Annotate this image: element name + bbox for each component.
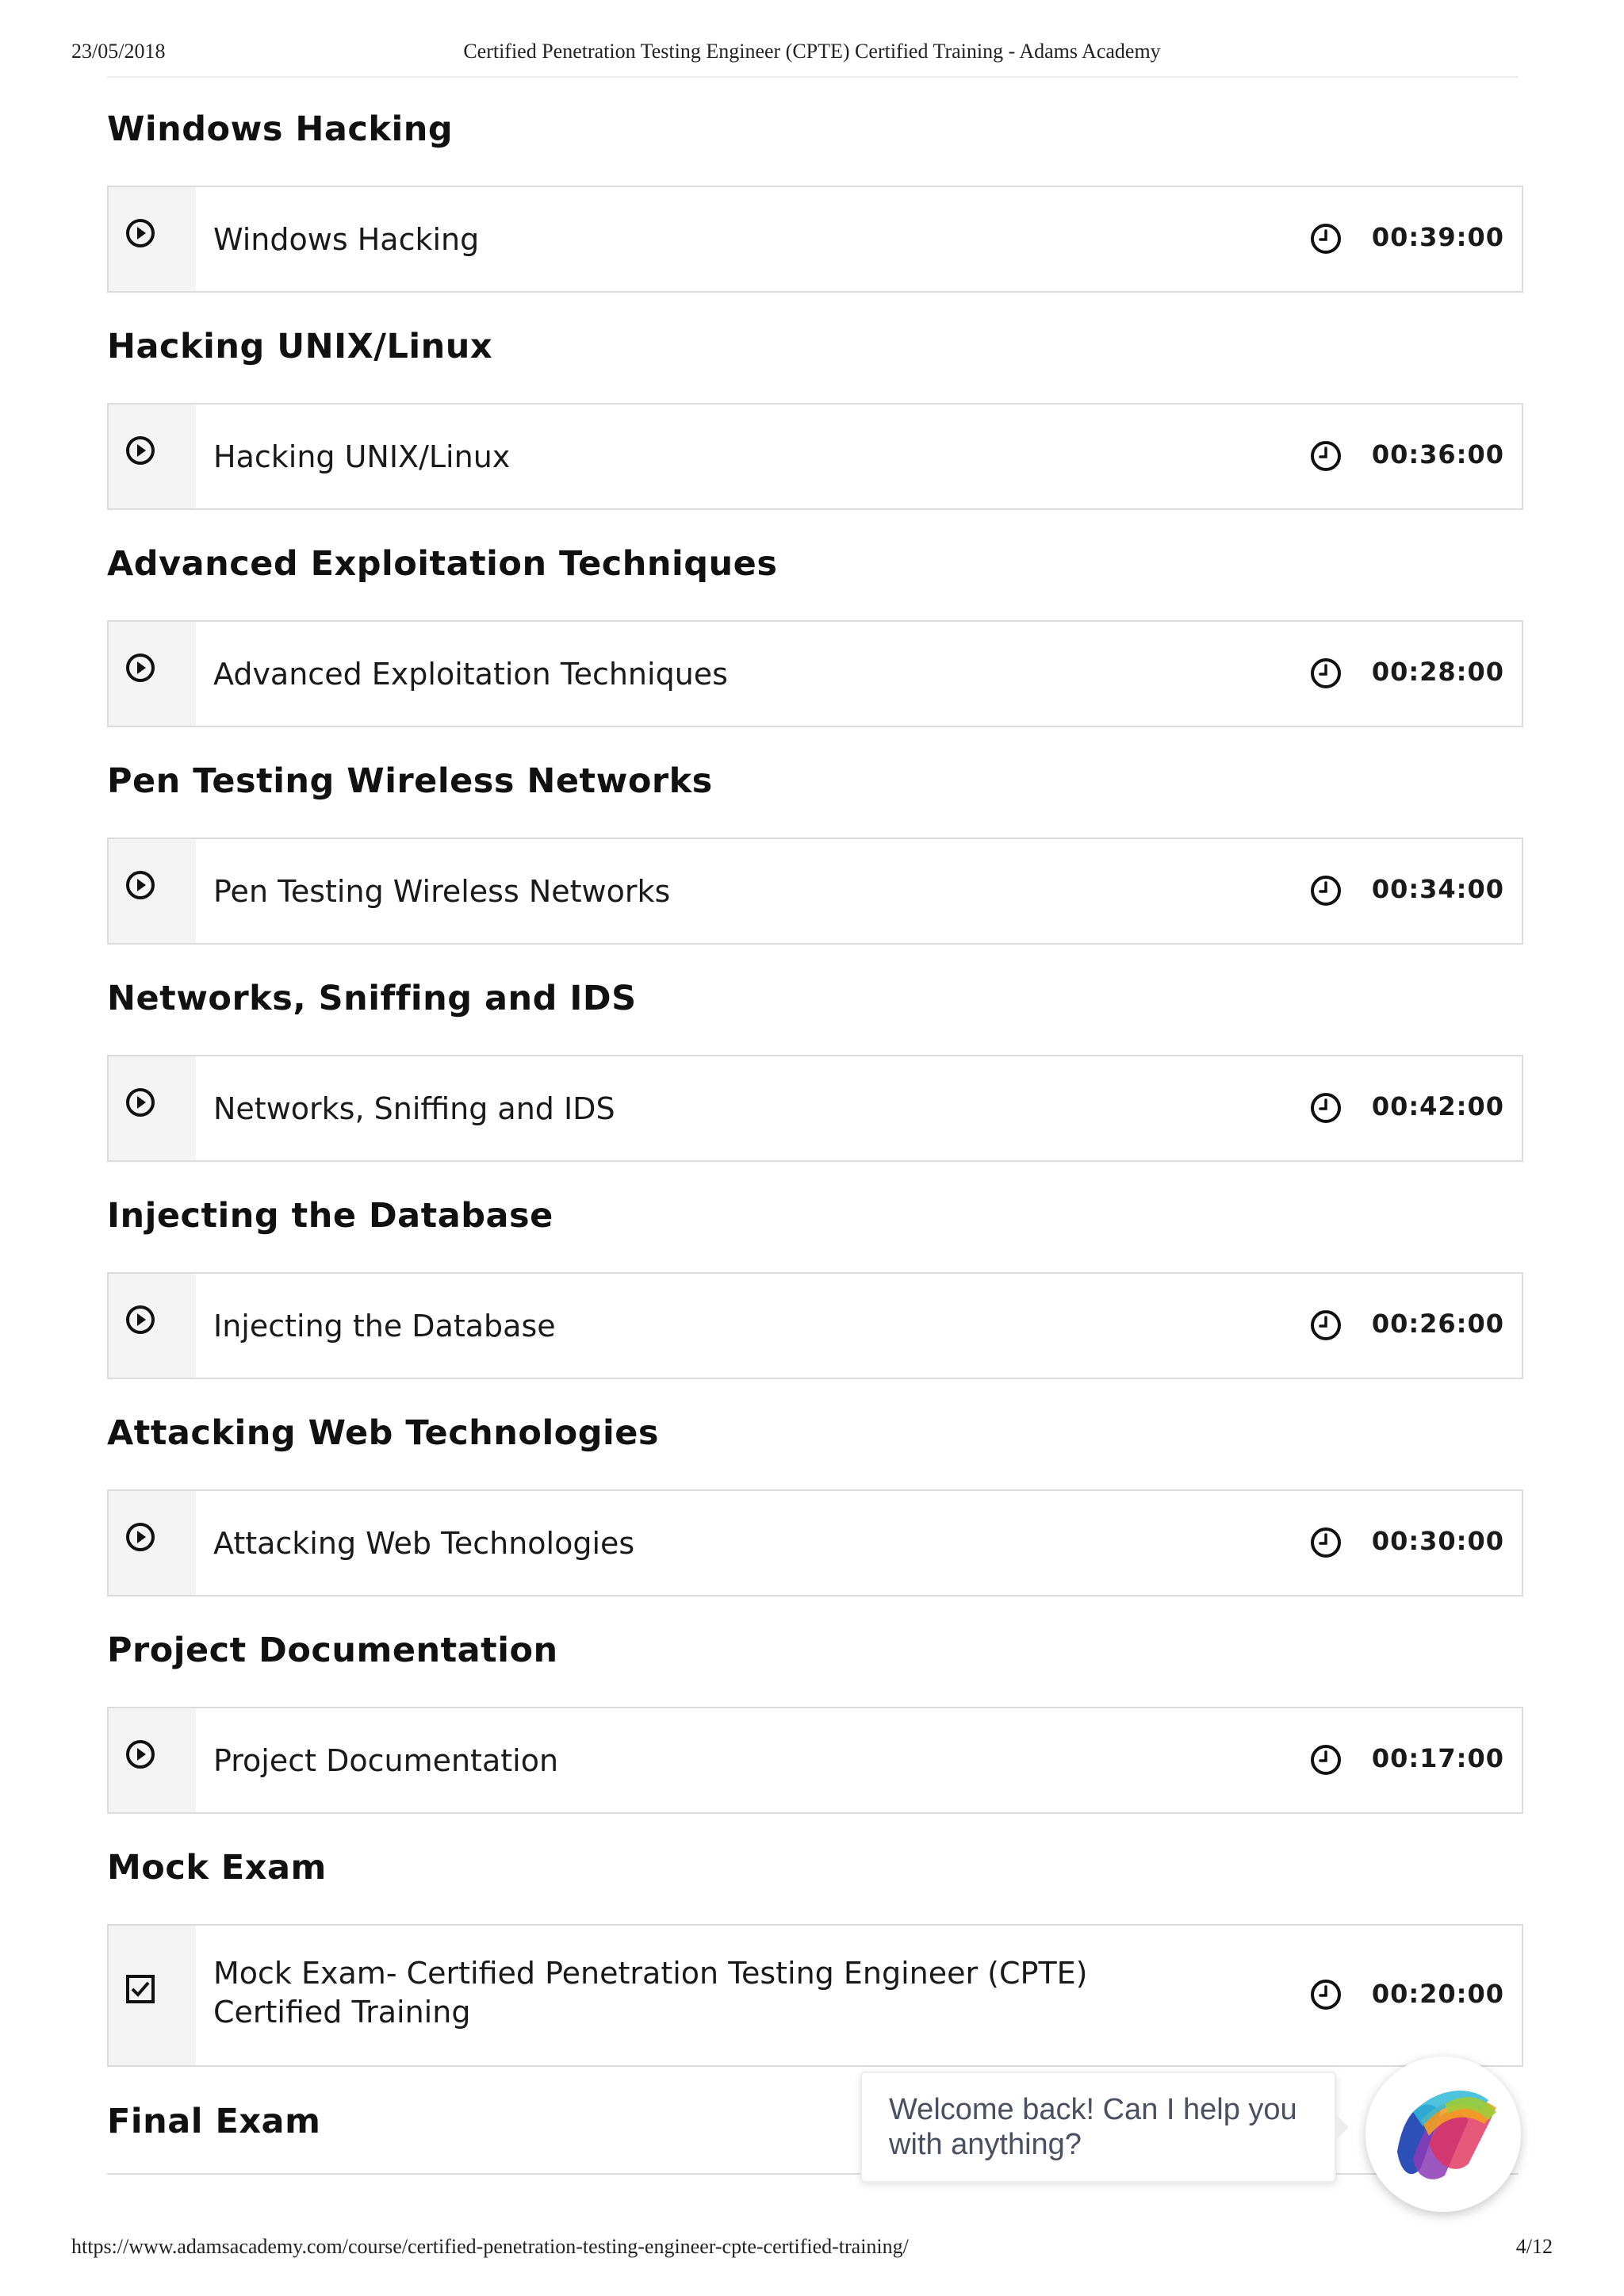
clock-icon [1309,657,1342,690]
play-circle-icon [124,1304,156,1336]
lesson-title[interactable]: Networks, Sniffing and IDS [213,1091,615,1126]
chat-message: Welcome back! Can I help you with anything? [889,2093,1297,2161]
curriculum-section [107,295,1523,512]
lesson-item[interactable] [107,1489,1523,1596]
play-circle-icon [124,652,156,684]
play-circle-icon [124,435,156,466]
section-title: Injecting the Database [107,1196,553,1236]
play-circle-icon [124,869,156,901]
lesson-title[interactable]: Pen Testing Wireless Networks [213,874,671,909]
lesson-title[interactable]: Injecting the Database [213,1309,556,1343]
curriculum-section [107,730,1523,947]
section-title: Advanced Exploitation Techniques [107,544,778,584]
lesson-item[interactable] [107,186,1523,293]
lesson-item[interactable] [107,1055,1523,1162]
print-header [71,40,1553,71]
section-title: Mock Exam [107,1848,327,1888]
lesson-title[interactable]: Project Documentation [213,1743,559,1778]
lesson-title[interactable]: Mock Exam- Certified Penetration Testing Engineer (CPTE) Certified Training [213,1956,1088,2030]
print-date: 23/05/2018 [71,40,166,63]
section-title: Final Exam [107,2102,321,2141]
curriculum-section [107,512,1523,730]
play-circle-icon [124,1521,156,1553]
clock-icon [1309,1091,1342,1125]
course-curriculum [107,78,1523,2067]
print-document-title: Certified Penetration Testing Engineer (CPTE) Certified Training - Adams Academy [463,40,1161,63]
chat-bubble-pointer [1335,2113,1349,2141]
play-circle-icon [124,217,156,249]
play-circle-icon [124,1087,156,1118]
lesson-item[interactable] [107,620,1523,727]
lesson-duration: 00:34:00 [1371,874,1504,904]
print-url: https://www.adamsacademy.com/course/certified-penetration-testing-engineer-cpte-certified-training/ [71,2235,909,2258]
lesson-item[interactable] [107,838,1523,945]
lesson-title[interactable]: Attacking Web Technologies [213,1526,635,1561]
curriculum-section [107,1164,1523,1382]
lesson-duration: 00:26:00 [1371,1309,1504,1339]
chat-assistant-logo-icon[interactable] [1365,2056,1521,2212]
curriculum-section [107,1382,1523,1599]
clock-icon [1309,1309,1342,1342]
lesson-item[interactable] [107,1272,1523,1379]
section-title: Networks, Sniffing and IDS [107,979,637,1018]
page-number: 4/12 [1515,2235,1553,2258]
lesson-duration: 00:17:00 [1371,1743,1504,1773]
clock-icon [1309,439,1342,473]
lesson-duration: 00:30:00 [1371,1526,1504,1556]
clock-icon [1309,222,1342,255]
lesson-title[interactable]: Advanced Exploitation Techniques [213,657,728,692]
lesson-duration: 00:39:00 [1371,222,1504,252]
section-title: Project Documentation [107,1631,558,1670]
lesson-duration: 00:28:00 [1371,657,1504,687]
lesson-duration: 00:36:00 [1371,439,1504,470]
lesson-item[interactable] [107,403,1523,510]
lesson-duration: 00:42:00 [1371,1091,1504,1121]
lesson-title[interactable]: Hacking UNIX/Linux [213,439,511,474]
print-footer [71,2235,1553,2267]
clock-icon [1309,1526,1342,1559]
section-title: Attacking Web Technologies [107,1413,660,1453]
clock-icon [1309,1743,1342,1777]
curriculum-section [107,1816,1523,2067]
clock-icon [1309,1978,1342,2011]
curriculum-section [107,947,1523,1164]
clock-icon [1309,874,1342,907]
curriculum-section [107,78,1523,295]
section-title: Windows Hacking [107,109,454,149]
chat-welcome-bubble[interactable] [860,2072,1336,2183]
section-title: Hacking UNIX/Linux [107,327,493,366]
lesson-item[interactable] [107,1924,1523,2067]
play-circle-icon [124,1738,156,1770]
lesson-item[interactable] [107,1707,1523,1814]
chat-logo-graphic [1365,2056,1521,2212]
quiz-check-icon [124,1973,156,2005]
lesson-duration: 00:20:00 [1371,1979,1504,2009]
section-title: Pen Testing Wireless Networks [107,761,713,801]
lesson-title[interactable]: Windows Hacking [213,222,480,257]
curriculum-section [107,1599,1523,1816]
